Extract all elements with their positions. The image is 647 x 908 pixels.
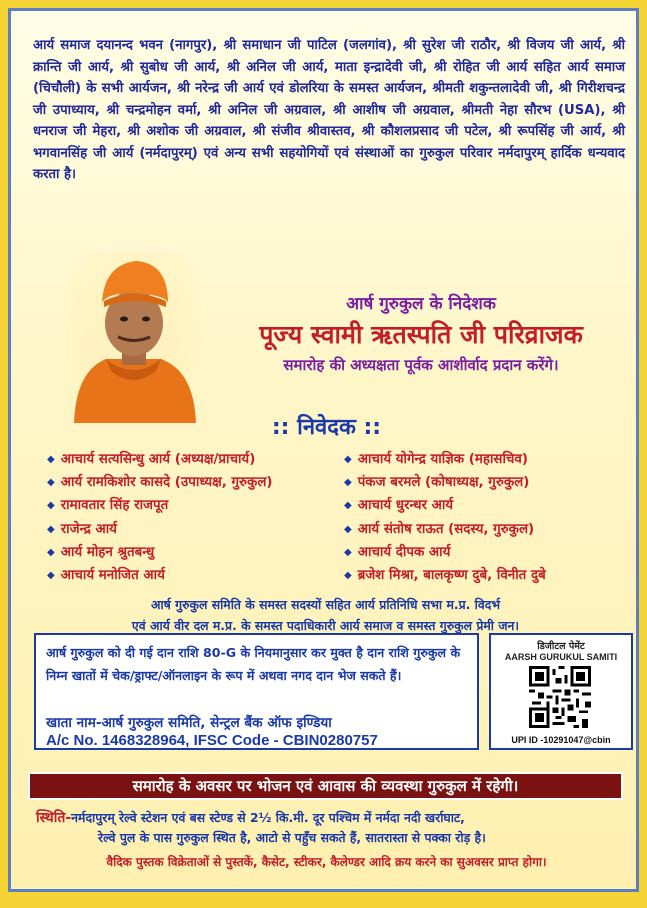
thanks-paragraph: आर्य समाज दयानन्द भवन (नागपुर), श्री समाधान जी पाटिल (जलगांव), श्री सुरेश जी राठौर, श्री विजय जी आर्य, श्री क्रान्ति जी आर्य, श्री सुबोध जी आर्य, श्री अनिल जी आर्य, माता इन्द्रादेवी जी, श्री रोहित जी आर्य सहित आर्य समाज (चिचौली) के सभी आर्यजन, श्री नरेन्द्र जी आर्य एवं डोलरिया के समस्त आर्यजन, श्रीमती शकुन्तलादेवी जी, श्री गिरीशचन्द्र जी उपाध्याय, श्री चन्द्रमोहन वर्मा, श्री अनिल जी अग्रवाल, श्री आशीष जी अग्रवाल, श्रीमती नेहा सौरभ (USA), श्री धनराज जी मेहरा, श्री अशोक जी अग्रवाल, श्री संजीव श्रीवास्तव, श्री कौशलप्रसाद जी पटेल, श्री रूपसिंह जी आर्य, श्री भगवानसिंह जी आर्य (नर्मदापुरम्) एवं अन्य सभी सहयोगियों एवं संस्थाओं का गुरुकुल परिवार नर्मदापुरम् हार्दिक धन्यवाद करता है। bbox=[33, 38, 625, 182]
director-heading bbox=[221, 291, 621, 375]
diamond-bullet-icon: ◆ bbox=[47, 523, 55, 535]
food-lodging-banner: समारोह के अवसर पर भोजन एवं आवास की व्यवस्था गुरुकुल में रहेगी। bbox=[28, 772, 623, 800]
diamond-bullet-icon: ◆ bbox=[47, 500, 55, 512]
upi-id: UPI ID -10291047@cbin bbox=[511, 735, 611, 745]
qr-title: डिजीटल पेमेंट bbox=[537, 641, 585, 652]
location-line-1: नर्मदापुरम् रेल्वे स्टेशन एवं बस स्टेण्ड से 2½ कि.मी. दूर पश्चिम में नर्मदा नदी खर्राघाट, bbox=[71, 810, 465, 825]
member-item: ◆ आर्य रामकिशोर कासदे (उपाध्यक्ष, गुरुकुल) bbox=[47, 471, 347, 494]
diamond-bullet-icon: ◆ bbox=[47, 546, 55, 558]
account-name: खाता नाम-आर्ष गुरुकुल समिति, सेन्ट्रल बैंक ऑफ इण्डिया bbox=[46, 715, 332, 731]
qr-payment-box bbox=[489, 633, 633, 750]
director-role: आर्ष गुरुकुल के निदेशक bbox=[346, 294, 496, 314]
qr-code-icon[interactable] bbox=[529, 666, 591, 728]
member-item: ◆ ब्रजेश मिश्रा, बालकृष्ण दुबे, विनीत दुबे bbox=[344, 564, 634, 587]
committee-note bbox=[23, 594, 628, 636]
diamond-bullet-icon: ◆ bbox=[344, 523, 352, 535]
member-item: ◆ राजेन्द्र आर्य bbox=[47, 518, 347, 541]
members-right-column bbox=[344, 448, 634, 587]
diamond-bullet-icon: ◆ bbox=[47, 454, 55, 465]
donation-text: आर्ष गुरुकुल को दी गई दान राशि 80-G के नियमानुसार कर मुक्त है दान राशि गुरुकुल के निम्न खातों में चेक/ड्राफ्ट/ऑनलाइन के रूप में अथवा नगद दान भेज सकते हैं। bbox=[46, 645, 461, 683]
member-item: ◆ आचार्य सत्यसिन्धु आर्य (अध्यक्ष/प्राचार्य) bbox=[47, 448, 347, 471]
diamond-bullet-icon: ◆ bbox=[344, 500, 352, 512]
diamond-bullet-icon: ◆ bbox=[47, 477, 55, 489]
director-name: पूज्य स्वामी ऋतस्पति जी परिव्राजक bbox=[259, 320, 583, 349]
committee-line-1: आर्ष गुरुकुल समिति के समस्त सदस्यों सहित आर्य प्रतिनिधि सभा म.प्र. विदर्भ bbox=[150, 597, 501, 612]
donation-box bbox=[34, 633, 479, 750]
location-line-2: रेल्वे पुल के पास गुरुकुल स्थित है, आटो से पहुँच सकते हैं, सातरास्ता से पक्का रोड़ है। bbox=[98, 830, 486, 845]
member-item: ◆ रामावतार सिंह राजपूत bbox=[47, 494, 347, 517]
member-item: ◆ आचार्य दीपक आर्य bbox=[344, 541, 634, 564]
diamond-bullet-icon: ◆ bbox=[344, 546, 352, 558]
committee-line-2: एवं आर्य वीर दल म.प्र. के समस्त पदाधिकारी आर्य समाज व समस्त गुरुकुल प्रेमी जन। bbox=[131, 618, 520, 633]
member-item: ◆ आचार्य योगेन्द्र याज्ञिक (महासचिव) bbox=[344, 448, 634, 471]
nivedak-heading: :: निवेदक :: bbox=[271, 415, 382, 440]
director-blessing-line: समारोह की अध्यक्षता पूर्वक आशीर्वाद प्रदान करेंगे। bbox=[283, 356, 559, 374]
member-item: ◆ आचार्य धुरन्धर आर्य bbox=[344, 494, 634, 517]
account-number: A/c No. 1468328964, IFSC Code - CBIN0280757 bbox=[46, 732, 378, 749]
diamond-bullet-icon: ◆ bbox=[47, 570, 55, 582]
location-info bbox=[36, 808, 626, 848]
member-item: ◆ आर्य संतोष राऊत (सदस्य, गुरुकुल) bbox=[344, 518, 634, 541]
director-portrait bbox=[66, 251, 201, 423]
member-item: ◆ आचार्य मनोजित आर्य bbox=[47, 564, 347, 587]
diamond-bullet-icon: ◆ bbox=[344, 570, 352, 582]
books-note: वैदिक पुस्तक विक्रेताओं से पुस्तकें, कैसेट, स्टीकर, कैलेण्डर आदि क्रय करने का सुअवसर प्राप्त होगा। bbox=[106, 855, 547, 869]
members-left-column bbox=[47, 448, 347, 587]
diamond-bullet-icon: ◆ bbox=[344, 454, 352, 465]
location-label: स्थिति- bbox=[36, 810, 72, 826]
invitation-page bbox=[8, 8, 639, 892]
member-item: ◆ पंकज बरमले (कोषाध्यक्ष, गुरुकुल) bbox=[344, 471, 634, 494]
qr-org-name: AARSH GURUKUL SAMITI bbox=[504, 652, 618, 662]
diamond-bullet-icon: ◆ bbox=[344, 477, 352, 489]
member-item: ◆ आर्य मोहन श्रुतबन्धु bbox=[47, 541, 347, 564]
